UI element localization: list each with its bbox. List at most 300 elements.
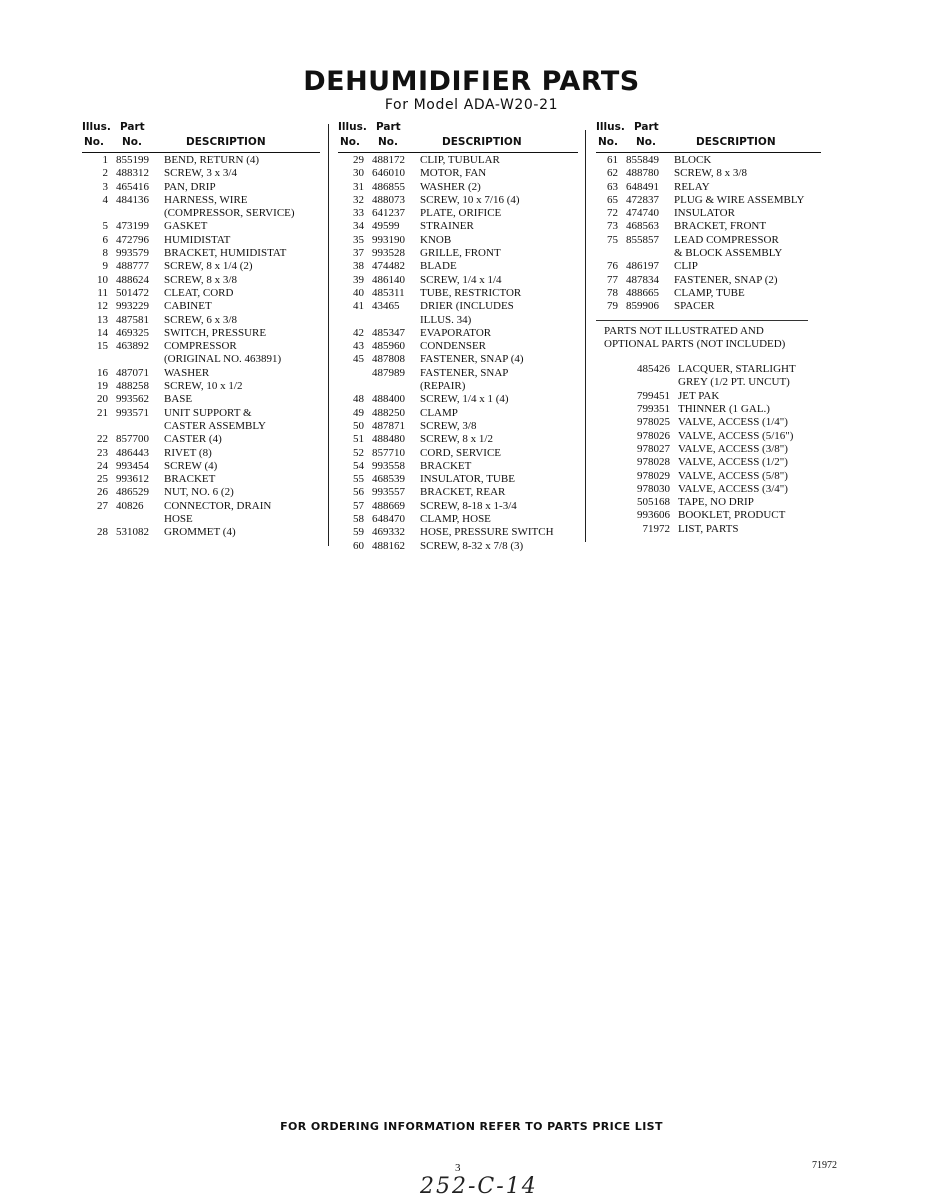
illus-number: 58: [353, 513, 364, 526]
illus-number-blank: [596, 416, 622, 429]
header-part: Part: [376, 121, 401, 133]
part-description: TAPE, NO DRIP: [678, 496, 754, 509]
illus-number: 45: [353, 353, 364, 366]
part-number: 472796: [116, 233, 149, 246]
table-row: [338, 194, 578, 207]
part-description: SCREW, 10 x 7/16 (4): [420, 193, 520, 206]
illus-number: 61: [607, 154, 618, 166]
header-illus-no: No.: [84, 136, 104, 148]
illus-number: 43: [353, 340, 364, 353]
part-number: [108, 353, 162, 366]
part-number: 486443: [116, 446, 149, 459]
illus-number: 34: [353, 220, 364, 233]
part-description: GASKET: [164, 220, 208, 233]
illus-number: 37: [353, 247, 364, 260]
table-row: [596, 390, 821, 403]
part-description: BEND, RETURN (4): [164, 154, 260, 166]
part-number: 978025: [637, 416, 670, 429]
part-description: FASTENER, SNAP: [420, 366, 509, 379]
table-row: [82, 513, 320, 526]
part-description: FASTENER, SNAP (4): [420, 353, 524, 366]
table-row: [338, 260, 578, 273]
illus-number: 22: [97, 433, 108, 446]
illus-number: 73: [607, 220, 618, 233]
header-rule: [338, 152, 578, 153]
optional-parts-note: OPTIONAL PARTS (NOT INCLUDED): [604, 337, 786, 350]
part-description: CLAMP: [420, 406, 458, 419]
part-number: 487071: [116, 366, 149, 379]
table-row: [596, 483, 821, 496]
part-description: NUT, NO. 6 (2): [164, 486, 234, 499]
part-number: 484136: [116, 193, 149, 206]
column-header: [82, 118, 320, 154]
table-row: [338, 287, 578, 300]
part-description: PAN, DRIP: [164, 180, 216, 193]
part-description: SPACER: [674, 300, 715, 313]
illus-number-blank: [596, 496, 622, 509]
part-description: CASTER (4): [164, 433, 222, 446]
part-description: JET PAK: [678, 389, 720, 402]
illus-number: 57: [353, 499, 364, 512]
table-row: [338, 167, 578, 180]
illus-number: 59: [353, 526, 364, 539]
part-description: CASTER ASSEMBLY: [164, 419, 266, 432]
table-row: [338, 340, 578, 353]
part-number: 488480: [372, 433, 405, 446]
table-row: [596, 207, 821, 220]
part-number: 488665: [626, 286, 659, 299]
part-description: CONDENSER: [420, 340, 487, 353]
part-number: 485311: [372, 286, 405, 299]
part-description: DRIER (INCLUDES: [420, 300, 514, 313]
optional-parts-list: [596, 363, 821, 536]
part-description: CLIP, TUBULAR: [420, 154, 500, 166]
part-number: 486140: [372, 273, 405, 286]
part-number: 993612: [116, 473, 149, 486]
page-number: 3: [455, 1162, 461, 1174]
table-row: [338, 154, 578, 167]
illus-number: 52: [353, 446, 364, 459]
table-row: [82, 314, 320, 327]
part-description: CLAMP, HOSE: [420, 513, 491, 526]
illus-number: 20: [97, 393, 108, 406]
part-number: 993528: [372, 247, 405, 260]
table-row: [82, 234, 320, 247]
illus-number: 26: [97, 486, 108, 499]
part-description: SCREW, 8 x 3/8: [674, 167, 747, 180]
table-row: [82, 486, 320, 499]
illus-number: 41: [353, 300, 364, 313]
part-number: 469325: [116, 326, 149, 339]
table-row: [82, 194, 320, 207]
table-row: [338, 181, 578, 194]
illus-number: 10: [97, 273, 108, 286]
illus-number: 35: [353, 233, 364, 246]
parts-list: [338, 154, 578, 553]
parts-column-1: [82, 118, 320, 540]
illus-number-blank: [596, 430, 622, 443]
illus-number: [82, 513, 108, 526]
part-description: HOSE, PRESSURE SWITCH: [420, 526, 554, 539]
header-part-no: No.: [636, 136, 656, 148]
table-row: [82, 353, 320, 366]
part-description: PLUG & WIRE ASSEMBLY: [674, 193, 805, 206]
part-number: 855857: [626, 233, 659, 246]
header-illus-no: No.: [598, 136, 618, 148]
header-illus: Illus.: [338, 121, 367, 133]
part-number: 71972: [642, 522, 670, 535]
illus-number: 11: [97, 286, 108, 299]
part-number: 993454: [116, 459, 149, 472]
part-description: SCREW, 8-32 x 7/8 (3): [420, 539, 524, 552]
part-number: 488258: [116, 380, 149, 393]
table-row: [82, 327, 320, 340]
table-row: [82, 447, 320, 460]
part-description: UNIT SUPPORT &: [164, 406, 252, 419]
part-description: INSULATOR, TUBE: [420, 473, 515, 486]
table-row: [596, 274, 821, 287]
part-number: 855199: [116, 154, 149, 166]
part-description: CABINET: [164, 300, 212, 313]
illus-number: [82, 207, 108, 220]
part-number: 485347: [372, 326, 405, 339]
part-description: HUMIDISTAT: [164, 233, 231, 246]
part-number: 487989: [372, 366, 405, 379]
part-description: TUBE, RESTRICTOR: [420, 286, 522, 299]
illus-number: 9: [102, 260, 108, 273]
part-description: LACQUER, STARLIGHT: [678, 363, 796, 376]
part-description: FASTENER, SNAP (2): [674, 273, 778, 286]
part-number: 468563: [626, 220, 659, 233]
illus-number: 62: [607, 167, 618, 180]
ordering-info-footer: FOR ORDERING INFORMATION REFER TO PARTS PRICE LIST: [280, 1120, 663, 1133]
part-description: SCREW, 6 x 3/8: [164, 313, 237, 326]
table-row: [596, 430, 821, 443]
part-description: CORD, SERVICE: [420, 446, 502, 459]
part-description: BASE: [164, 393, 193, 406]
illus-number: 19: [97, 380, 108, 393]
part-description: & BLOCK ASSEMBLY: [674, 247, 783, 260]
part-description: WASHER (2): [420, 180, 481, 193]
table-row: [596, 260, 821, 273]
table-row: [82, 407, 320, 420]
illus-number: 50: [353, 419, 364, 432]
part-number: [364, 380, 418, 393]
part-description: BRACKET, FRONT: [674, 220, 767, 233]
part-number: 486529: [116, 486, 149, 499]
part-description: (REPAIR): [420, 380, 466, 393]
table-row: [596, 496, 821, 509]
part-description: SCREW, 8 x 3/8: [164, 273, 237, 286]
part-description: SCREW, 1/4 x 1 (4): [420, 393, 509, 406]
illus-number: 56: [353, 486, 364, 499]
table-row: [596, 194, 821, 207]
part-number: 993579: [116, 247, 149, 260]
table-row: [338, 420, 578, 433]
part-number: [108, 207, 162, 220]
part-number: 49599: [372, 220, 400, 233]
part-number: 978026: [637, 429, 670, 442]
part-number: 463892: [116, 340, 149, 353]
illus-number: 33: [353, 207, 364, 220]
table-row: [82, 367, 320, 380]
table-row: [82, 154, 320, 167]
illus-number: 48: [353, 393, 364, 406]
part-number: 486197: [626, 260, 659, 273]
table-row: [596, 456, 821, 469]
header-part: Part: [120, 121, 145, 133]
illus-number: 75: [607, 233, 618, 246]
part-description: VALVE, ACCESS (3/8"): [678, 442, 788, 455]
part-number: 487834: [626, 273, 659, 286]
table-row: [338, 433, 578, 446]
part-number: [618, 247, 672, 260]
part-number: 857700: [116, 433, 149, 446]
illus-number: 32: [353, 193, 364, 206]
header-part-no: No.: [378, 136, 398, 148]
illus-number: 4: [102, 193, 108, 206]
part-description: SCREW, 3 x 3/4: [164, 167, 237, 180]
illus-number: [82, 420, 108, 433]
table-row: [596, 470, 821, 483]
part-number: 474482: [372, 260, 405, 273]
part-number: [108, 513, 162, 526]
part-description: COMPRESSOR: [164, 340, 237, 353]
illus-number: 5: [102, 220, 108, 233]
table-row: [338, 407, 578, 420]
table-row: [596, 300, 821, 313]
illus-number-blank: [596, 456, 622, 469]
part-number: 641237: [372, 207, 405, 220]
parts-column-2: [338, 118, 578, 553]
header-illus-no: No.: [340, 136, 360, 148]
section-rule: [596, 320, 808, 321]
part-number: 488162: [372, 539, 405, 552]
table-row: [338, 447, 578, 460]
part-number: 488312: [116, 167, 149, 180]
handwritten-note: 252-C-14: [420, 1174, 538, 1199]
column-header: [338, 118, 578, 154]
part-description: BRACKET, HUMIDISTAT: [164, 247, 287, 260]
part-number: 488250: [372, 406, 405, 419]
part-description: STRAINER: [420, 220, 474, 233]
table-row: [596, 509, 821, 522]
part-number: 488777: [116, 260, 149, 273]
part-description: VALVE, ACCESS (1/2"): [678, 456, 788, 469]
header-part: Part: [634, 121, 659, 133]
header-rule: [596, 152, 821, 153]
table-row: [338, 513, 578, 526]
table-row: [338, 247, 578, 260]
table-row: [82, 220, 320, 233]
part-description: RELAY: [674, 180, 710, 193]
illus-number: 29: [353, 154, 364, 166]
illus-number-blank: [596, 403, 622, 416]
part-description: BLADE: [420, 260, 457, 273]
illus-number-blank: [596, 470, 622, 483]
table-row: [82, 340, 320, 353]
part-description: THINNER (1 GAL.): [678, 403, 770, 416]
part-description: EVAPORATOR: [420, 326, 492, 339]
illus-number: 72: [607, 207, 618, 220]
table-row: [338, 473, 578, 486]
header-description: DESCRIPTION: [696, 136, 776, 148]
header-description: DESCRIPTION: [442, 136, 522, 148]
part-description: (COMPRESSOR, SERVICE): [164, 207, 295, 220]
header-illus: Illus.: [82, 121, 111, 133]
illus-number: [338, 367, 364, 380]
table-row: [338, 500, 578, 513]
illus-number: 6: [102, 233, 108, 246]
illus-number: 55: [353, 473, 364, 486]
illus-number: 12: [97, 300, 108, 313]
illus-number: 63: [607, 180, 618, 193]
illus-number: 1: [102, 154, 108, 166]
header-rule: [82, 152, 320, 153]
illus-number: 39: [353, 273, 364, 286]
part-number: 505168: [637, 496, 670, 509]
table-row: [82, 460, 320, 473]
illus-number: 65: [607, 193, 618, 206]
part-description: BOOKLET, PRODUCT: [678, 509, 786, 522]
table-row: [82, 274, 320, 287]
part-number: 648491: [626, 180, 659, 193]
part-number: 978027: [637, 442, 670, 455]
part-number: 469332: [372, 526, 405, 539]
illus-number: 25: [97, 473, 108, 486]
part-number: 488073: [372, 193, 405, 206]
illus-number: 38: [353, 260, 364, 273]
illus-number: 49: [353, 406, 364, 419]
illus-number: 76: [607, 260, 618, 273]
part-description: KNOB: [420, 233, 452, 246]
illus-number: 24: [97, 459, 108, 472]
illus-number: 15: [97, 340, 108, 353]
part-number: 993606: [637, 509, 670, 522]
part-description: VALVE, ACCESS (5/16"): [678, 429, 794, 442]
header-description: DESCRIPTION: [186, 136, 266, 148]
part-number: 468539: [372, 473, 405, 486]
table-row: [82, 181, 320, 194]
illus-number: 16: [97, 366, 108, 379]
part-description: SCREW, 8 x 1/4 (2): [164, 260, 253, 273]
part-number: 978028: [637, 456, 670, 469]
part-number: 488172: [372, 154, 405, 166]
column-header: [596, 118, 821, 154]
illus-number: 79: [607, 300, 618, 313]
part-number: 485960: [372, 340, 405, 353]
illus-number-blank: [596, 523, 622, 536]
table-row: [596, 443, 821, 456]
part-number: 993229: [116, 300, 149, 313]
header-illus: Illus.: [596, 121, 625, 133]
part-number: 465416: [116, 180, 149, 193]
parts-list: [596, 154, 821, 314]
table-row: [338, 486, 578, 499]
illus-number: 51: [353, 433, 364, 446]
table-row: [338, 314, 578, 327]
part-description: SCREW, 8-18 x 1-3/4: [420, 499, 517, 512]
illus-number-blank: [596, 443, 622, 456]
table-row: [338, 353, 578, 366]
part-description: (ORIGINAL NO. 463891): [164, 353, 282, 366]
table-row: [338, 274, 578, 287]
part-number: 648470: [372, 513, 405, 526]
part-number: 488669: [372, 499, 405, 512]
table-row: [338, 300, 578, 313]
table-row: [82, 433, 320, 446]
part-number: 472837: [626, 193, 659, 206]
part-description: WASHER: [164, 366, 210, 379]
table-row: [82, 500, 320, 513]
table-row: [82, 207, 320, 220]
table-row: [82, 420, 320, 433]
illus-number: 40: [353, 286, 364, 299]
table-row: [596, 403, 821, 416]
table-row: [82, 473, 320, 486]
illus-number: [338, 314, 364, 327]
illus-number: 42: [353, 326, 364, 339]
part-number: 799451: [637, 389, 670, 402]
table-row: [82, 247, 320, 260]
table-row: [338, 460, 578, 473]
table-row: [596, 523, 821, 536]
part-number: 501472: [116, 286, 149, 299]
illus-number: 8: [102, 247, 108, 260]
optional-parts-note: PARTS NOT ILLUSTRATED AND: [604, 324, 764, 337]
table-row: [338, 234, 578, 247]
table-row: [82, 526, 320, 539]
part-description: RIVET (8): [164, 446, 212, 459]
part-description: ILLUS. 34): [420, 313, 472, 326]
part-description: CLIP: [674, 260, 698, 273]
part-number: 993190: [372, 233, 405, 246]
illus-number: 60: [353, 539, 364, 552]
table-row: [596, 234, 821, 247]
parts-column-3: [596, 118, 821, 536]
part-number: 855849: [626, 154, 659, 166]
part-description: HOSE: [164, 513, 193, 526]
table-row: [82, 287, 320, 300]
part-number: 487808: [372, 353, 405, 366]
table-row: [596, 363, 821, 376]
part-number: 978030: [637, 482, 670, 495]
table-row: [596, 181, 821, 194]
part-number: 857710: [372, 446, 405, 459]
table-row: [338, 220, 578, 233]
part-description: SCREW, 3/8: [420, 419, 477, 432]
illus-number: 13: [97, 313, 108, 326]
part-description: SWITCH, PRESSURE: [164, 326, 267, 339]
part-number: 488400: [372, 393, 405, 406]
part-number: 474740: [626, 207, 659, 220]
illus-number: 78: [607, 286, 618, 299]
illus-number-blank: [596, 376, 622, 389]
table-row: [596, 154, 821, 167]
table-row: [338, 367, 578, 380]
part-description: SCREW, 1/4 x 1/4: [420, 273, 502, 286]
illus-number: [596, 247, 618, 260]
illus-number: 54: [353, 459, 364, 472]
illus-number: 31: [353, 180, 364, 193]
part-number: 646010: [372, 167, 405, 180]
table-row: [596, 247, 821, 260]
table-row: [82, 300, 320, 313]
document-number: 71972: [812, 1160, 837, 1171]
part-description: SCREW, 8 x 1/2: [420, 433, 493, 446]
part-number: 531082: [116, 526, 149, 539]
part-description: MOTOR, FAN: [420, 167, 487, 180]
